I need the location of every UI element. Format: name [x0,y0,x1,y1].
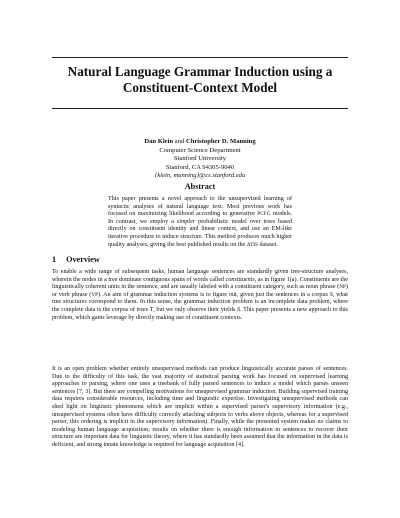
abstract-heading: Abstract [184,182,216,191]
body-paragraph-2: It is an open problem whether entirely unsupervised methods can produce linguistically accurate parses of sentences. Due to the difficulty of this task, the vast majority of statistical parsing work has focused on supervised learning approaches to parsing, where one uses a treebank of fully parsed sentences to induce a model which parses unseen sentences [7, 3]. But there are compelling motivations for unsupervised grammar induction. Building supervised training data requires considerable resources, including time and linguistic expertise. Investigating unsupervised methods can shed light on linguistic phenomena which are implicit within a supervised parser's supervisory information (e.g., unsupervised systems often have difficulty correctly attaching subjects to verbs above objects, whereas for a supervised parser, this ordering is implicit in the supervisory information). Finally, while the presented system makes no claims to modeling human language acquisition, results on whether there is enough information in sentences to recover their structure are important data for linguistic theory, where it has standardly been assumed that the information in the data is deficient, and strong innate knowledge is required for language acquisition [4]. [52,366,348,448]
title-line-1: Natural Language Grammar Induction using a [67,64,333,79]
author-2: Christopher D. Manning [185,138,256,145]
paper-title [52,64,348,96]
section-heading [52,255,100,264]
abstract-text: This paper presents a novel approach to the unsupervised learning of syntactic analyses of natural language text. Most previous work has focused on maximizing likelihood according to generative PCFG models. In contrast, we employ a simpler probabilistic model over trees based directly on constituent identity and linear context, and use an EM-like iterative procedure to induce structure. This method produces much higher quality analyses, giving the best published results on the ATIS dataset. [108,196,292,248]
title-top-rule [52,57,348,58]
author-email: {klein, manning}@cs.stanford.edu [154,172,246,179]
section-number: 1 [52,255,57,264]
author-and: and [174,138,185,145]
affiliation-univ: Stanford University [173,155,227,162]
affiliation-city: Stanford, CA 94305-9040 [165,163,235,171]
title-bottom-rule [52,108,348,109]
author-block [52,138,348,181]
body-paragraph-1: To enable a wide range of subsequent tasks, human language sentences are standardly given tree-structure analyses, wherein the nodes in a tree dominate contiguous spans of words called constituents, as in figure 1(a). Constituents are the linguistically coherent units in the sentence, and are usually labeled with a constituent category, such as noun phrase (NP) or verb phrase (VP). An aim of grammar induction systems is to figure out, given just the sentences in a corpus S, what tree structures correspond to them. In this sense, the grammar induction problem is an incomplete data problem, where the complete data is the corpus of trees T, but we only observe their yields S. This paper presents a new approach to this problem, which gains leverage by directly making use of constituent contexts. [52,269,349,321]
section-title: Overview [66,255,100,264]
affiliation-dept: Computer Science Department [159,146,241,154]
title-line-2: Constituent-Context Model [122,80,278,95]
author-1: Dan Klein [144,138,174,145]
